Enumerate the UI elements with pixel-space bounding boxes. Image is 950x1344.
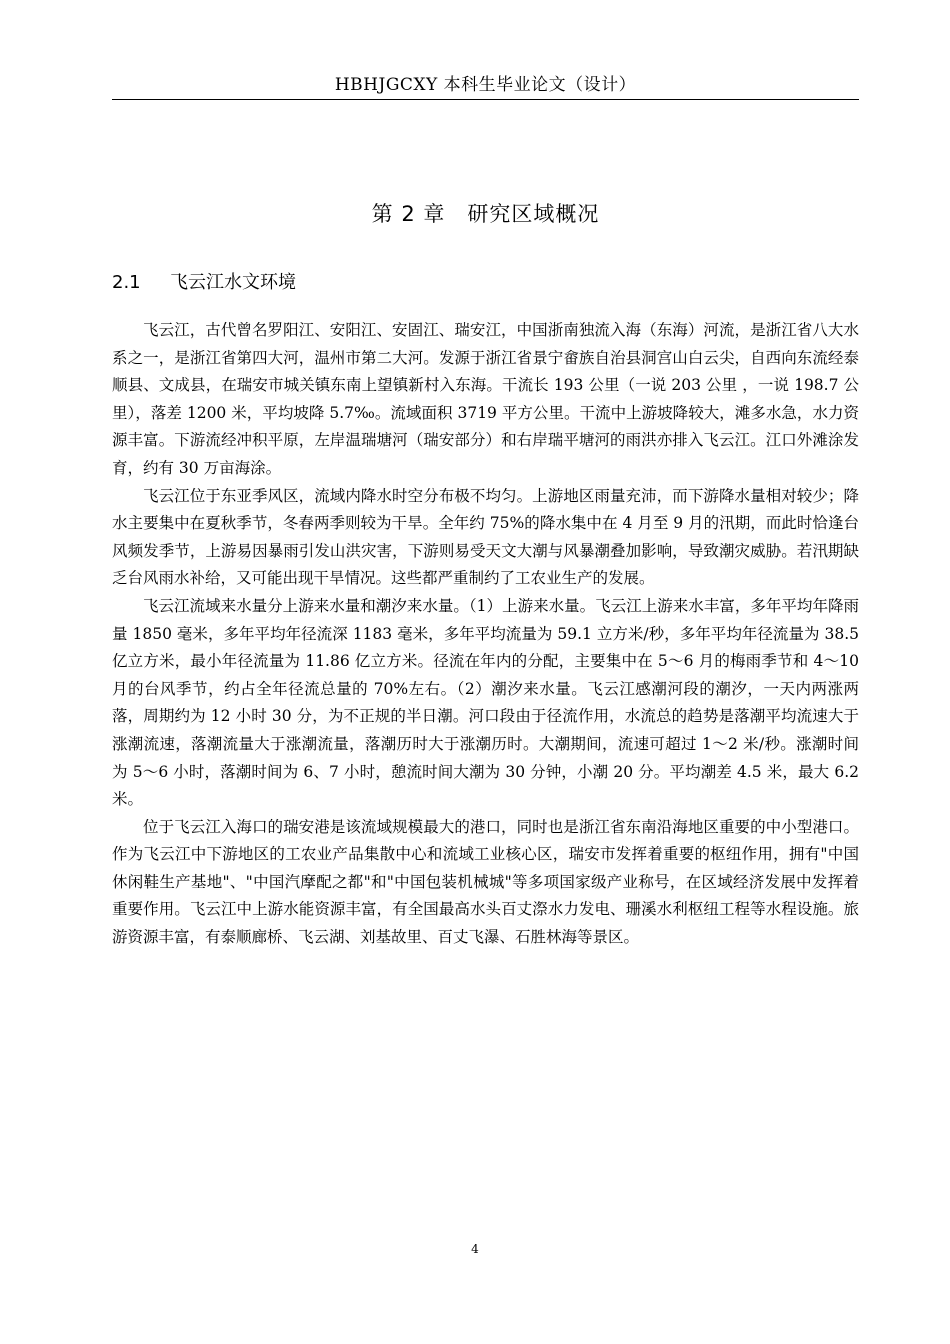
- body-text: [112, 317, 859, 952]
- page-number: 4: [471, 1242, 479, 1256]
- section-heading: [112, 270, 296, 296]
- section-number: 2.1: [112, 272, 141, 293]
- header-rule: [112, 99, 859, 100]
- paragraph: 飞云江位于东亚季风区，流域内降水时空分布极不均匀。上游地区雨量充沛，而下游降水量相对较少；降水主要集中在夏秋季节，冬春两季则较为干旱。全年约 75%的降水集中在 4 月至 9 月的汛期，而此时恰逢台风频发季节，上游易因暴雨引发山洪灾害，下游则易受天文大潮与风暴潮叠加影响，导致潮灾威胁。若汛期缺乏台风雨水补给，又可能出现干旱情况。这些都严重制约了工农业生产的发展。: [112, 486, 859, 588]
- running-header: HBHJGCXY 本科生毕业论文（设计）: [334, 75, 637, 95]
- chapter-number: 第 2 章: [371, 202, 446, 226]
- chapter-title: 研究区域概况: [467, 202, 600, 226]
- paragraph: 飞云江流域来水量分上游来水量和潮汐来水量。（1）上游来水量。飞云江上游来水丰富，多年平均年降雨量 1850 毫米，多年平均年径流深 1183 毫米，多年平均流量为 59.1 立方米/秒，多年平均年径流量为 38.5 亿立方米，最小年径流量为 11.86 亿立方米。径流在年内的分配，主要集中在 5～6 月的梅雨季节和 4～10 月的台风季节，约占全年径流总量的 70%左右。（2）潮汐来水量。飞云江感潮河段的潮汐，一天内两涨两落，周期约为 12 小时 30 分，为不正规的半日潮。河口段由于径流作用，水流总的趋势是落潮平均流速大于涨潮流速，落潮流量大于涨潮流量，落潮历时大于涨潮历时。大潮期间，流速可超过 1～2 米/秒。涨潮时间为 5～6 小时，落潮时间为 6、7 小时，憩流时间大潮为 30 分钟，小潮 20 分。平均潮差 4.5 米，最大 6.2 米。: [112, 596, 859, 809]
- section-title: 飞云江水文环境: [170, 272, 296, 293]
- chapter-heading: [112, 200, 859, 228]
- paragraph: 飞云江，古代曾名罗阳江、安阳江、安固江、瑞安江，中国浙南独流入海（东海）河流，是浙江省八大水系之一，是浙江省第四大河，温州市第二大河。发源于浙江省景宁畲族自治县洞宫山白云尖，自西向东流经泰顺县、文成县，在瑞安市城关镇东南上望镇新村入东海。干流长 193 公里（一说 203 公里 ，一说 198.7 公里），落差 1200 米，平均坡降 5.7‰。流域面积 3719 平方公里。干流中上游坡降较大，滩多水急，水力资源丰富。下游流经冲积平原，左岸温瑞塘河（瑞安部分）和右岸瑞平塘河的雨洪亦排入飞云江。江口外滩涂发育，约有 30 万亩海涂。: [112, 321, 859, 477]
- paragraph: 位于飞云江入海口的瑞安港是该流域规模最大的港口，同时也是浙江省东南沿海地区重要的中小型港口。作为飞云江中下游地区的工农业产品集散中心和流域工业核心区，瑞安市发挥着重要的枢纽作用，拥有"中国休闲鞋生产基地"、"中国汽摩配之都"和"中国包装机械城"等多项国家级产业称号，在区域经济发展中发挥着重要作用。飞云江中上游水能资源丰富，有全国最高水头百丈漈水力发电、珊溪水利枢纽工程等水程设施。旅游资源丰富，有泰顺廊桥、飞云湖、刘基故里、百丈飞瀑、石胜林海等景区。: [112, 817, 859, 947]
